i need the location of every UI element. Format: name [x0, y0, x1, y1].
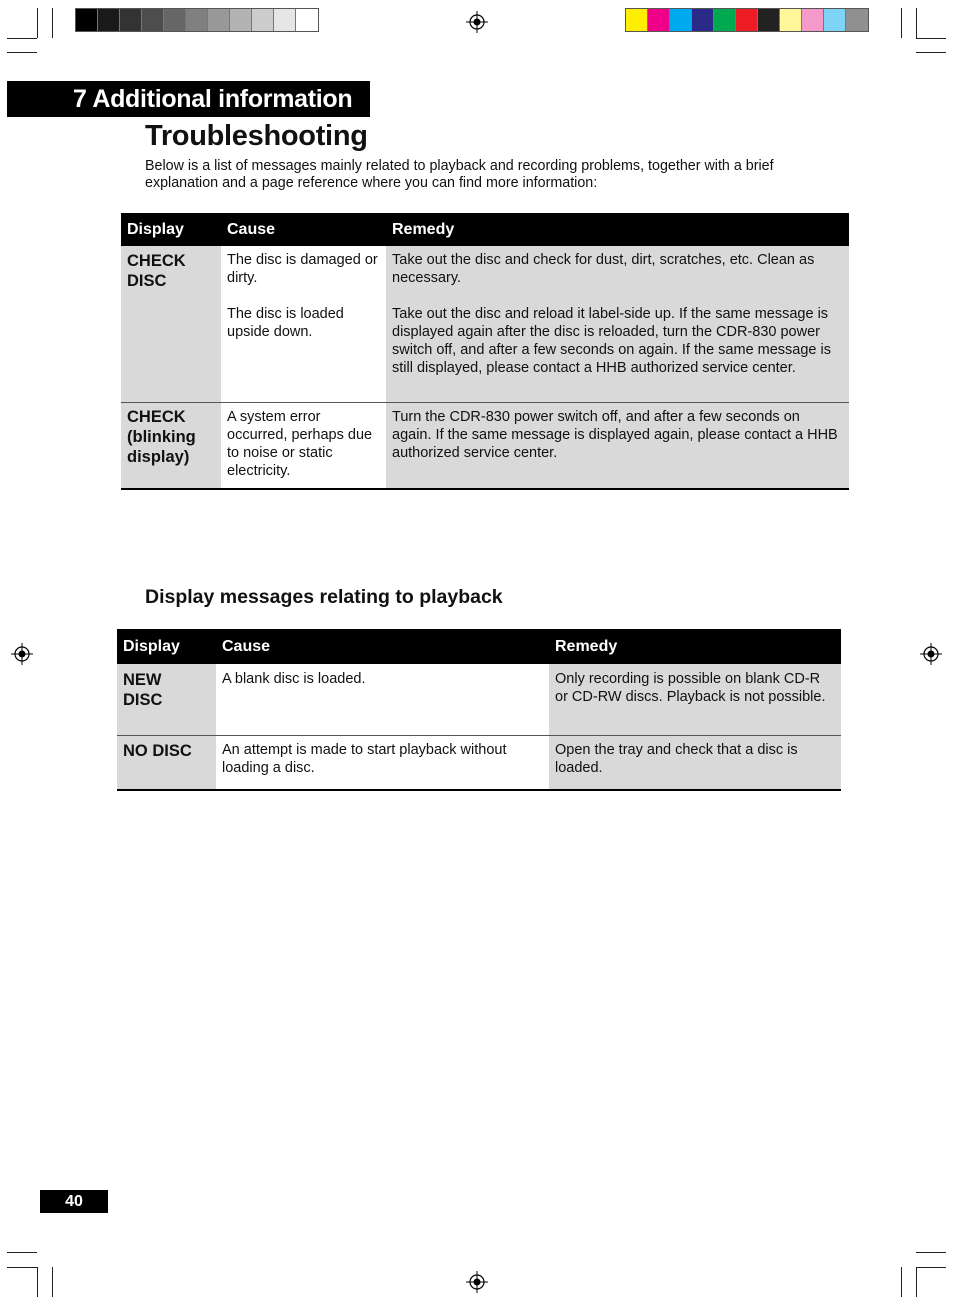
calibration-swatch	[714, 9, 736, 31]
crop-mark	[901, 8, 902, 38]
remedy-cell	[386, 246, 849, 403]
column-header-display: Display	[117, 629, 216, 664]
calibration-swatch	[824, 9, 846, 31]
calibration-swatch	[736, 9, 758, 31]
troubleshooting-table	[121, 213, 849, 490]
crop-mark	[37, 8, 38, 38]
cause-text: A system error occurred, perhaps due to noise or static electricity.	[227, 409, 373, 479]
column-header-cause: Cause	[216, 629, 549, 664]
section-subheading: Display messages relating to playback	[145, 586, 503, 608]
calibration-swatch	[120, 9, 142, 31]
calibration-swatch	[230, 9, 252, 31]
calibration-swatch	[142, 9, 164, 31]
calibration-swatch	[780, 9, 802, 31]
calibration-swatch	[76, 9, 98, 31]
remedy-cell: Open the tray and check that a disc is loaded.	[549, 736, 841, 791]
crop-mark	[7, 38, 37, 39]
page-title: Troubleshooting	[145, 120, 368, 152]
column-header-cause: Cause	[221, 213, 386, 246]
display-message: CHECK	[127, 252, 186, 270]
crop-mark	[916, 8, 917, 38]
display-message: NEW	[123, 671, 162, 689]
grayscale-calibration-bar	[75, 8, 319, 32]
table-header-row	[121, 213, 849, 246]
crop-mark	[7, 1267, 37, 1268]
crop-mark	[916, 1267, 946, 1268]
table-header-row	[117, 629, 841, 664]
section-header: 7 Additional information	[7, 81, 370, 117]
crop-mark	[52, 8, 53, 38]
calibration-swatch	[648, 9, 670, 31]
crop-mark	[916, 38, 946, 39]
calibration-swatch	[670, 9, 692, 31]
column-header-remedy: Remedy	[549, 629, 841, 664]
display-message: (blinking	[127, 428, 196, 446]
remedy-text: Turn the CDR-830 power switch off, and after a few seconds on again. If the same message is displayed again, please contact a HHB authorized service center.	[392, 409, 838, 461]
table-row	[121, 246, 849, 403]
registration-mark-icon	[466, 1271, 488, 1293]
calibration-swatch	[626, 9, 648, 31]
crop-mark	[916, 1267, 917, 1297]
display-message: NO DISC	[123, 742, 192, 760]
column-header-display: Display	[121, 213, 221, 246]
calibration-swatch	[164, 9, 186, 31]
remedy-text: Take out the disc and check for dust, dirt, scratches, etc. Clean as necessary.	[392, 252, 815, 286]
playback-messages-table	[117, 629, 841, 791]
calibration-swatch	[186, 9, 208, 31]
crop-mark	[7, 52, 37, 53]
page-number: 40	[40, 1190, 108, 1213]
display-cell	[121, 246, 221, 403]
calibration-swatch	[296, 9, 318, 31]
display-cell	[117, 736, 216, 791]
color-calibration-bar	[625, 8, 869, 32]
crop-mark	[52, 1267, 53, 1297]
remedy-text: Take out the disc and reload it label-side up. If the same message is displayed again after the disc is reloaded, turn the CDR-830 power switch off, and after a few seconds on again. If the same message is still displayed, please contact a HHB authorized service center.	[392, 306, 832, 376]
crop-mark	[901, 1267, 902, 1297]
cause-cell	[221, 403, 386, 490]
calibration-swatch	[802, 9, 824, 31]
table-row	[121, 403, 849, 490]
calibration-swatch	[758, 9, 780, 31]
display-message: CHECK	[127, 408, 186, 426]
registration-mark-icon	[920, 643, 942, 665]
calibration-swatch	[98, 9, 120, 31]
cause-cell	[221, 246, 386, 403]
display-message: DISC	[123, 691, 163, 709]
calibration-swatch	[846, 9, 868, 31]
calibration-swatch	[274, 9, 296, 31]
calibration-swatch	[208, 9, 230, 31]
table-row	[117, 736, 841, 791]
display-cell	[121, 403, 221, 490]
remedy-cell: Only recording is possible on blank CD-R or CD-RW discs. Playback is not possible.	[549, 664, 841, 736]
display-message: DISC	[127, 272, 167, 290]
registration-mark-icon	[11, 643, 33, 665]
crop-mark	[7, 1252, 37, 1253]
cause-text: The disc is loaded upside down.	[227, 306, 344, 340]
crop-mark	[916, 52, 946, 53]
cause-text: The disc is damaged or dirty.	[227, 252, 378, 286]
column-header-remedy: Remedy	[386, 213, 849, 246]
intro-paragraph: Below is a list of messages mainly related to playback and recording problems, together with a brief explanation and a page reference where you can find more information:	[145, 158, 774, 191]
crop-mark	[916, 1252, 946, 1253]
registration-mark-icon	[466, 11, 488, 33]
remedy-cell	[386, 403, 849, 490]
cause-cell: A blank disc is loaded.	[216, 664, 549, 736]
calibration-swatch	[252, 9, 274, 31]
display-message: display)	[127, 448, 190, 466]
table-row	[117, 664, 841, 736]
calibration-swatch	[692, 9, 714, 31]
cause-cell: An attempt is made to start playback without loading a disc.	[216, 736, 549, 791]
display-cell	[117, 664, 216, 736]
crop-mark	[37, 1267, 38, 1297]
